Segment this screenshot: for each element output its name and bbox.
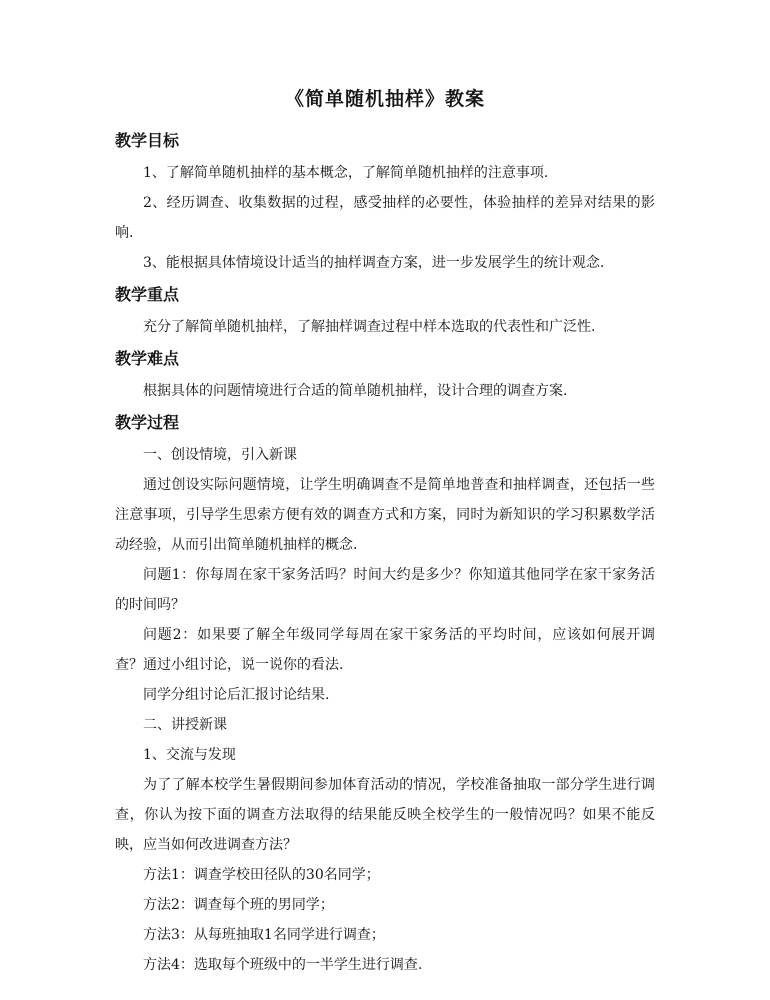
paragraph-method-3: 方法3：从每班抽取1名同学进行调查； bbox=[143, 927, 385, 943]
paragraph: 3、能根据具体情境设计适当的抽样调查方案，进一步发展学生的统计观念. bbox=[143, 255, 605, 271]
paragraph: 充分了解简单随机抽样，了解抽样调查过程中样本选取的代表性和广泛性. bbox=[143, 319, 596, 335]
paragraph: 为了了解本校学生暑假期间参加体育活动的情况，学校准备抽取一部分学生进行调查，你认为按下面的调查方法取得的结果能反映全校学生的一般情况吗？如果不能反映，应当如何改进调查方法？ bbox=[115, 777, 655, 853]
section-heading-teaching-process: 教学过程 bbox=[115, 413, 180, 432]
section-teaching-difficulties bbox=[115, 344, 655, 406]
paragraph: 同学分组讨论后汇报讨论结果. bbox=[143, 687, 330, 703]
section-teaching-objectives bbox=[115, 126, 655, 278]
section-teaching-process bbox=[115, 408, 655, 980]
section-teaching-key-points bbox=[115, 280, 655, 342]
paragraph-method-4: 方法4：选取每个班级中的一半学生进行调查. bbox=[143, 957, 423, 973]
paragraph-method-1: 方法1：调查学校田径队的30名同学； bbox=[143, 867, 380, 883]
paragraph-method-2: 方法2：调查每个班的男同学； bbox=[143, 897, 334, 913]
section-heading-teaching-objectives: 教学目标 bbox=[115, 131, 180, 150]
paragraph-question-1: 问题1：你每周在家干家务活吗？时间大约是多少？你知道其他同学在家干家务活的时间吗？ bbox=[115, 567, 655, 613]
paragraph-subheading-lesson-intro: 一、创设情境，引入新课 bbox=[143, 447, 297, 463]
paragraph-subheading-discussion: 1、交流与发现 bbox=[143, 747, 236, 763]
paragraph-subheading-new-lesson: 二、讲授新课 bbox=[143, 717, 227, 733]
document-title: 《简单随机抽样》教案 bbox=[284, 88, 485, 110]
paragraph: 1、了解简单随机抽样的基本概念，了解简单随机抽样的注意事项. bbox=[143, 165, 549, 181]
section-heading-teaching-key-points: 教学重点 bbox=[115, 285, 180, 304]
paragraph: 2、经历调查、收集数据的过程，感受抽样的必要性，体验抽样的差异对结果的影响. bbox=[115, 195, 655, 241]
paragraph-question-2: 问题2：如果要了解全年级同学每周在家干家务活的平均时间，应该如何展开调查？通过小组讨论，说一说你的看法. bbox=[115, 627, 655, 673]
section-heading-teaching-difficulties: 教学难点 bbox=[115, 349, 180, 368]
paragraph: 通过创设实际问题情境，让学生明确调查不是简单地普查和抽样调查，还包括一些注意事项，引导学生思索方便有效的调查方式和方案，同时为新知识的学习积累数学活动经验，从而引出简单随机抽样的概念. bbox=[115, 477, 655, 553]
paragraph: 根据具体的问题情境进行合适的简单随机抽样，设计合理的调查方案. bbox=[143, 383, 568, 399]
